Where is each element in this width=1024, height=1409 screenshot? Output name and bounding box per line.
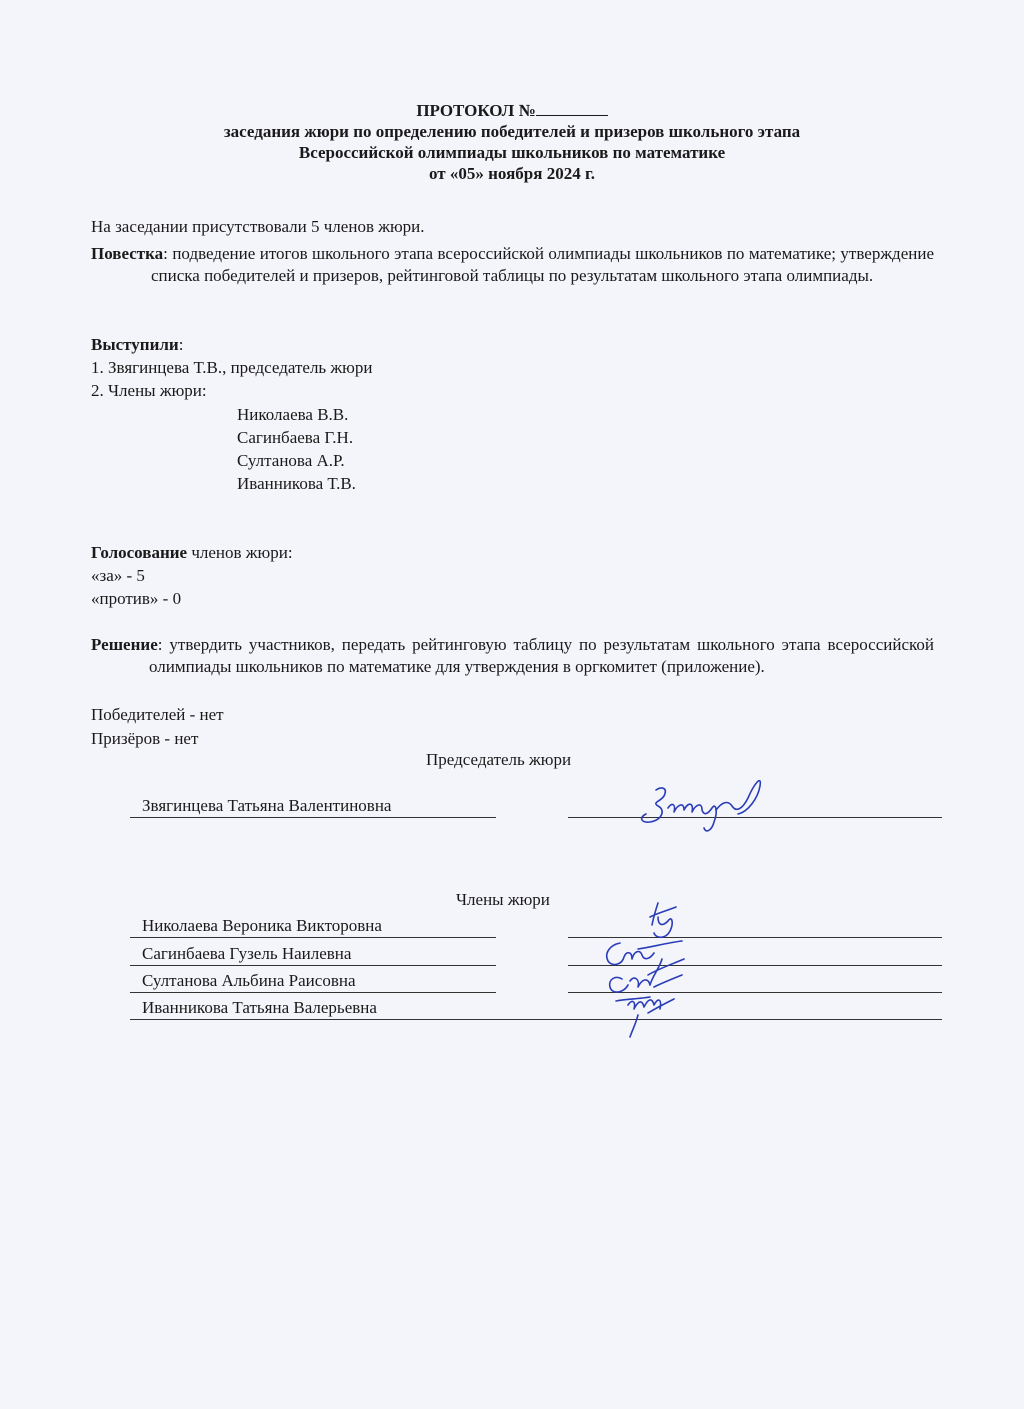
speakers-label: Выступили: [91, 335, 179, 354]
document-title: ПРОТОКОЛ №: [0, 100, 1024, 121]
chair-label: Председатель жюри: [426, 750, 572, 769]
voting-label: Голосование: [91, 543, 188, 562]
member-short-1: Николаева В.В.: [237, 405, 349, 424]
member-signature-row-4: [130, 998, 942, 1020]
header-date: от «05» ноября 2024 г.: [429, 164, 595, 183]
agenda-text: : подведение итогов школьного этапа всероссийской олимпиады школьников по математике; утверждение списка победителей и призеров, рейтинговой таблицы по результатам школьного этапа олимпиады.: [151, 244, 934, 285]
member-name-line-3: [130, 992, 496, 993]
member-name-line-2: [130, 965, 496, 966]
member-name-1: Николаева Вероника Викторовна: [142, 916, 382, 935]
chair-signature: [628, 768, 778, 840]
speaker-item-2: 2. Члены жюри:: [91, 381, 207, 400]
agenda-label: Повестка: [91, 244, 164, 263]
agenda-paragraph: [91, 243, 934, 287]
chair-signature-row: [130, 796, 942, 818]
member-name-line-1: [130, 937, 496, 938]
number-blank: [536, 101, 608, 116]
member-signature-row-1: [130, 916, 942, 938]
member-name-4: Иванникова Татьяна Валерьевна: [142, 998, 377, 1017]
member-signatures: [592, 895, 702, 1045]
decision-text: : утвердить участников, передать рейтинговую таблицу по результатам школьного этапа всероссийской олимпиады школьников по математике для утверждения в оргкомитет (приложение).: [149, 635, 934, 676]
members-label: Члены жюри: [456, 890, 550, 909]
member-short-4: Иванникова Т.В.: [237, 474, 356, 493]
member-line-4: [130, 1019, 942, 1020]
prizewinners-line: Призёров - нет: [91, 729, 199, 748]
speakers-colon: :: [178, 335, 184, 354]
vote-against: «против» - 0: [91, 589, 182, 608]
speakers-heading: [91, 334, 183, 356]
voting-heading: [91, 542, 293, 564]
member-name-3: Султанова Альбина Раисовна: [142, 971, 356, 990]
speaker-item-1: 1. Звягинцева Т.В., председатель жюри: [91, 358, 373, 377]
header-line-1: заседания жюри по определению победителей и призеров школьного этапа: [223, 122, 801, 141]
chair-name-line: [130, 817, 496, 818]
vote-for: «за» - 5: [91, 566, 145, 585]
decision-label: Решение: [91, 635, 158, 654]
member-signature-row-2: [130, 944, 942, 966]
decision-paragraph: [91, 634, 934, 678]
document-header: [0, 100, 1024, 184]
attendance-text: На заседании присутствовали 5 членов жюри.: [91, 217, 425, 236]
voting-rest: членов жюри:: [187, 543, 293, 562]
member-short-2: Сагинбаева Г.Н.: [237, 428, 354, 447]
chair-name: Звягинцева Татьяна Валентиновна: [142, 796, 392, 815]
member-name-2: Сагинбаева Гузель Наилевна: [142, 944, 352, 963]
header-line-2: Всероссийской олимпиады школьников по математике: [298, 143, 726, 162]
member-signature-row-3: [130, 971, 942, 993]
member-short-3: Султанова А.Р.: [237, 451, 345, 470]
winners-line: Победителей - нет: [91, 705, 224, 724]
